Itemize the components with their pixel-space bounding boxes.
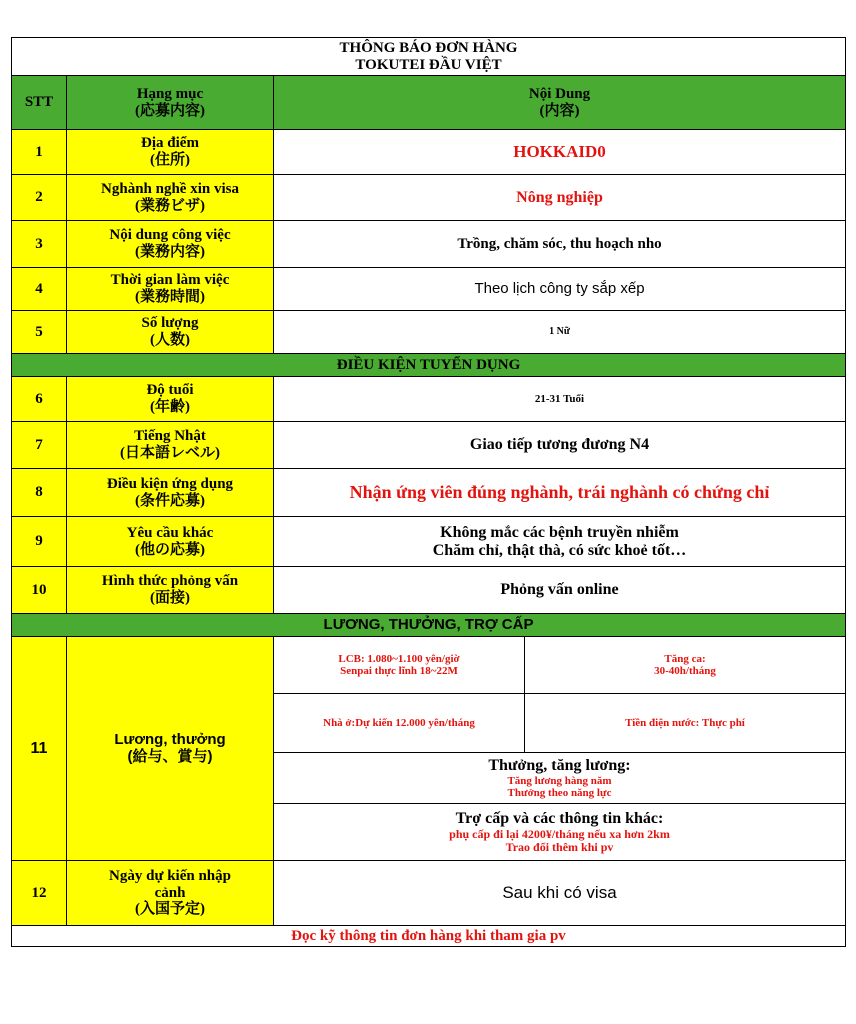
row-number: 10 <box>12 567 67 614</box>
overtime-cell <box>525 637 846 694</box>
row-number: 12 <box>12 861 67 926</box>
base-salary-cell <box>274 637 525 694</box>
table-row <box>12 268 846 311</box>
label-text: Tiếng Nhật <box>134 428 206 445</box>
row-number: 4 <box>12 268 67 311</box>
row-number: 2 <box>12 175 67 221</box>
label-jp: (業務ビザ) <box>135 197 205 214</box>
label-jp: (他の応募) <box>135 541 205 558</box>
page-subtitle: TOKUTEI ĐẦU VIỆT <box>355 56 502 73</box>
row-number: 9 <box>12 517 67 567</box>
requirement-line: Không mắc các bệnh truyền nhiễm <box>440 523 679 541</box>
allowance-title: Trợ cấp và các thông tin khác: <box>455 809 664 827</box>
visa-field-value: Nông nghiệp <box>274 175 846 221</box>
label-text: cảnh <box>154 884 186 901</box>
label-jp: (年齢) <box>150 399 190 415</box>
bonus-line: Thưởng theo năng lực <box>507 786 612 799</box>
row-number: 3 <box>12 221 67 268</box>
row-number: 1 <box>12 130 67 175</box>
conditions-value: Nhận ứng viên đúng nghành, trái nghành có chứng chỉ <box>274 469 846 517</box>
header-content <box>274 76 846 130</box>
row-number: 5 <box>12 311 67 354</box>
page-title: THÔNG BÁO ĐƠN HÀNG <box>339 39 518 56</box>
row-label <box>67 469 274 517</box>
header-content-jp: (内容) <box>539 102 580 119</box>
row-label <box>67 861 274 926</box>
label-jp: (住所) <box>150 152 190 168</box>
quantity-value: 1 Nữ <box>274 311 846 354</box>
allowance-line: Trao đổi thêm khi pv <box>505 839 614 854</box>
row-label <box>67 377 274 422</box>
table-row <box>12 567 846 614</box>
table-row <box>12 517 846 567</box>
label-jp: (人数) <box>150 332 190 348</box>
row-label <box>67 637 274 861</box>
table-row <box>12 311 846 354</box>
row-label <box>67 567 274 614</box>
title-row <box>12 38 846 76</box>
label-text: Số lượng <box>141 315 199 332</box>
overtime-value: 30-40h/tháng <box>654 665 716 677</box>
location-value: HOKKAID0 <box>274 130 846 175</box>
label-text: Điều kiện ứng dụng <box>106 475 234 492</box>
table-row <box>12 422 846 469</box>
row-label <box>67 175 274 221</box>
table-row <box>12 130 846 175</box>
label-text: Thời gian làm việc <box>110 272 230 289</box>
label-text: Hình thức phỏng vấn <box>101 573 239 590</box>
header-category <box>67 76 274 130</box>
section-row <box>12 614 846 637</box>
label-text: Lương, thưởng <box>114 730 226 748</box>
label-text: Yêu cầu khác <box>126 524 214 541</box>
bonus-line: Tăng lương hàng năm <box>507 774 612 787</box>
header-category-label: Hạng mục <box>136 85 204 102</box>
housing-cell: Nhà ở:Dự kiến 12.000 yên/tháng <box>274 694 525 753</box>
label-text: Nghành nghề xin visa <box>101 180 239 197</box>
footer-note: Đọc kỹ thông tin đơn hàng khi tham gia pv <box>12 926 846 947</box>
table-row <box>12 175 846 221</box>
requirement-line: Chăm chỉ, thật thà, có sức khoẻ tốt… <box>432 541 687 559</box>
label-text: Nội dung công việc <box>109 227 231 244</box>
job-content-value: Trồng, chăm sóc, thu hoạch nho <box>274 221 846 268</box>
footer-row <box>12 926 846 947</box>
bonus-title: Thưởng, tăng lương: <box>488 756 631 774</box>
interview-format-value: Phỏng vấn online <box>274 567 846 614</box>
job-order-table <box>11 37 846 947</box>
row-number: 11 <box>12 637 67 861</box>
base-salary-line: LCB: 1.080~1.100 yên/giờ <box>338 652 460 665</box>
label-jp: (業務時間) <box>135 289 205 305</box>
label-jp: (給与、賞与) <box>127 747 213 765</box>
label-jp: (面接) <box>150 590 190 606</box>
row-label <box>67 422 274 469</box>
japanese-level-value: Giao tiếp tương đương N4 <box>274 422 846 469</box>
row-number: 6 <box>12 377 67 422</box>
row-label <box>67 517 274 567</box>
salary-row <box>12 637 846 694</box>
allowance-cell <box>274 804 846 861</box>
label-jp: (業務内容) <box>135 244 205 260</box>
section-row <box>12 354 846 377</box>
header-content-label: Nội Dung <box>528 85 591 102</box>
label-text: Địa điểm <box>141 135 199 152</box>
row-number: 7 <box>12 422 67 469</box>
label-text: Độ tuổi <box>146 382 194 399</box>
section-conditions-title: ĐIỀU KIỆN TUYỂN DỤNG <box>12 354 846 377</box>
table-row <box>12 221 846 268</box>
utilities-cell: Tiền điện nước: Thực phí <box>525 694 846 753</box>
section-salary-title: LƯƠNG, THƯỞNG, TRỢ CẤP <box>12 614 846 637</box>
header-category-jp: (応募内容) <box>135 102 205 119</box>
table-row <box>12 377 846 422</box>
table-row <box>12 861 846 926</box>
working-hours-value: Theo lịch công ty sắp xếp <box>274 268 846 311</box>
label-jp: (入国予定) <box>135 901 205 918</box>
row-number: 8 <box>12 469 67 517</box>
notice-title <box>12 38 846 76</box>
header-row <box>12 76 846 130</box>
label-jp: (日本語レベル) <box>120 445 220 461</box>
allowance-line: phụ cấp đi lại 4200¥/tháng nếu xa hơn 2km <box>449 826 670 841</box>
row-label <box>67 268 274 311</box>
overtime-label: Tăng ca: <box>664 652 706 665</box>
other-requirements-value <box>274 517 846 567</box>
senpai-salary-line: Senpai thực lĩnh 18~22M <box>340 665 458 677</box>
row-label <box>67 130 274 175</box>
header-stt: STT <box>12 76 67 130</box>
row-label <box>67 311 274 354</box>
bonus-cell <box>274 753 846 804</box>
entry-date-value: Sau khi có visa <box>274 861 846 926</box>
label-jp: (条件応募) <box>135 492 205 509</box>
age-value: 21-31 Tuổi <box>274 377 846 422</box>
row-label <box>67 221 274 268</box>
table-row <box>12 469 846 517</box>
label-text: Ngày dự kiến nhập <box>109 867 231 884</box>
